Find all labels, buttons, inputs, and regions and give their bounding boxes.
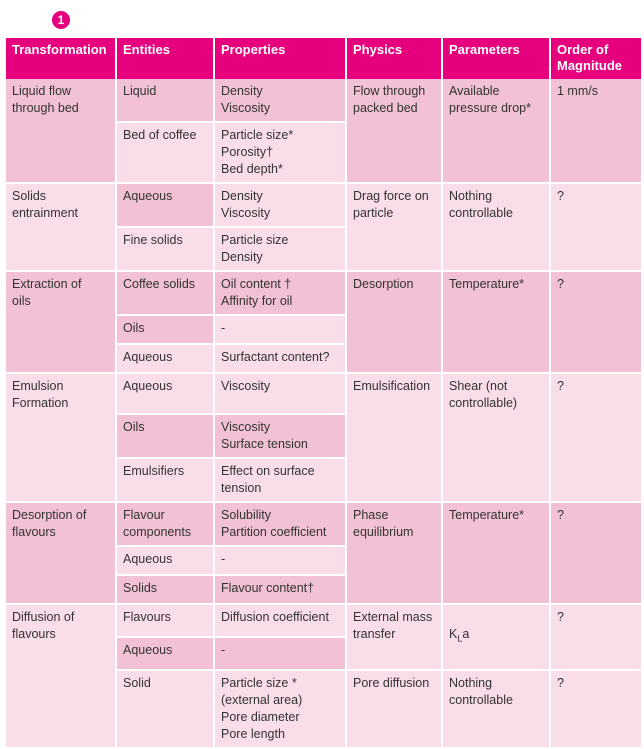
parameters-cell: Nothing controllable [442,183,550,271]
magnitude-cell: 1 mm/s [550,79,642,183]
transformation-cell: Liquid flow through bed [6,79,116,183]
entity-cell: Solid [116,670,214,748]
entity-cell: Bed of coffee [116,122,214,183]
magnitude-cell: ? [550,373,642,502]
header-order-of-magnitude: Order of Magnitude [550,38,642,79]
physics-cell: Phase equilibrium [346,502,442,604]
magnitude-cell: ? [550,271,642,373]
table-row [6,604,642,637]
entity-cell: Aqueous [116,637,214,670]
table-row [6,271,642,315]
entity-cell: Flavours [116,604,214,637]
parameters-cell: Nothing controllable [442,670,550,748]
magnitude-cell: ? [550,183,642,271]
entity-cell: Fine solids [116,227,214,271]
properties-cell: - [214,637,346,670]
entity-cell: Oils [116,315,214,344]
entity-cell: Aqueous [116,373,214,414]
properties-cell: Effect on surface tension [214,458,346,502]
properties-cell: Density Viscosity [214,183,346,227]
properties-cell: Diffusion coefficient [214,604,346,637]
physics-cell: External mass transfer [346,604,442,670]
properties-cell: Particle size* Porosity† Bed depth* [214,122,346,183]
parameters-cell: Temperature* [442,502,550,604]
entity-cell: Aqueous [116,344,214,373]
header-entities: Entities [116,38,214,79]
physics-cell: Pore diffusion [346,670,442,748]
table-header-row [6,38,642,79]
properties-cell: Oil content † Affinity for oil [214,271,346,315]
properties-cell: Particle size * (external area) Pore diameter Pore length [214,670,346,748]
transformation-table [6,38,643,749]
magnitude-cell: ? [550,604,642,670]
entity-cell: Aqueous [116,183,214,227]
properties-cell: Viscosity [214,373,346,414]
parameters-cell: Available pressure drop* [442,79,550,183]
entity-cell: Flavour components [116,502,214,546]
header-parameters: Parameters [442,38,550,79]
table-row [6,183,642,227]
properties-cell: Density Viscosity [214,79,346,122]
annotation-badge-1: 1 [52,11,70,29]
physics-cell: Flow through packed bed [346,79,442,183]
properties-cell: Particle size Density [214,227,346,271]
magnitude-cell: ? [550,670,642,748]
header-physics: Physics [346,38,442,79]
physics-cell: Emulsification [346,373,442,502]
properties-cell: Flavour content† [214,575,346,604]
transformation-cell: Solids entrainment [6,183,116,271]
table-row [6,502,642,546]
properties-cell: - [214,315,346,344]
table-row [6,373,642,414]
entity-cell: Aqueous [116,546,214,575]
entity-cell: Liquid [116,79,214,122]
entity-cell: Emulsifiers [116,458,214,502]
parameters-cell [442,604,550,670]
header-properties: Properties [214,38,346,79]
transformation-cell: Desorption of flavours [6,502,116,604]
properties-cell: - [214,546,346,575]
entity-cell: Solids [116,575,214,604]
transformation-cell: Emulsion Formation [6,373,116,502]
properties-cell: Viscosity Surface tension [214,414,346,458]
parameters-cell: Temperature* [442,271,550,373]
entity-cell: Coffee solids [116,271,214,315]
properties-cell: Solubility Partition coefficient [214,502,346,546]
header-transformation: Transformation [6,38,116,79]
physics-cell: Drag force on particle [346,183,442,271]
magnitude-cell: ? [550,502,642,604]
physics-cell: Desorption [346,271,442,373]
transformation-cell: Diffusion of flavours [6,604,116,748]
transformation-cell: Extraction of oils [6,271,116,373]
entity-cell: Oils [116,414,214,458]
properties-cell: Surfactant content? [214,344,346,373]
table-row [6,79,642,122]
parameters-cell: Shear (not controllable) [442,373,550,502]
kla-symbol: $K_La$ [449,627,470,644]
